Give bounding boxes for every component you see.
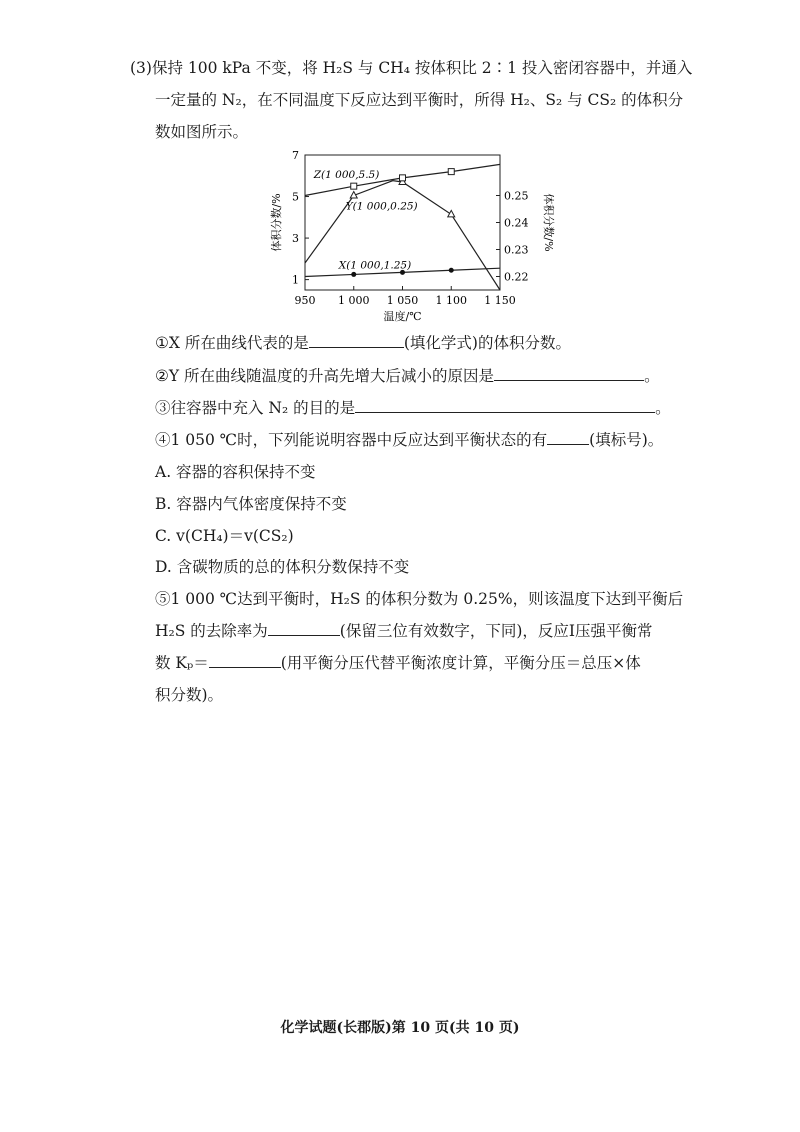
q5-kp-suffix: (用平衡分压代替平衡浓度计算，平衡分压＝总压×体 [280, 654, 641, 672]
y-right-axis-label: 体积分数/% [542, 193, 555, 252]
q4-prefix: ④1 050 ℃时，下列能说明容器中反应达到平衡状态的有 [155, 431, 548, 449]
y-right-tick-label: 0.24 [504, 216, 529, 230]
question-3 [155, 398, 671, 418]
q5-kp-blank[interactable] [209, 653, 281, 668]
y-left-tick-label: 5 [292, 190, 299, 204]
question-5-line-3 [155, 653, 641, 673]
q5-middle: (保留三位有效数字，下同)，反应Ⅰ压强平衡常 [339, 622, 653, 640]
y-left-tick-label: 7 [292, 150, 299, 162]
q4-answer-blank[interactable] [547, 430, 589, 445]
annotation-y: Y(1 000,0.25) [345, 200, 418, 213]
x-axis-label: 温度/℃ [383, 310, 422, 323]
q1-prefix: ①X 所在曲线代表的是 [155, 334, 309, 352]
annotation-x: X(1 000,1.25) [338, 259, 412, 272]
q3-answer-blank[interactable] [355, 398, 655, 413]
q5-kp-prefix: 数 Kₚ＝ [155, 654, 209, 672]
intro-line-2: 一定量的 N₂，在不同温度下反应达到平衡时，所得 H₂、S₂ 与 CS₂ 的体积分 [155, 91, 684, 109]
chart [0, 150, 800, 330]
q5-removal-rate-blank[interactable] [268, 621, 340, 636]
q1-suffix: (填化学式)的体积分数。 [403, 334, 571, 352]
q4-suffix: (填标号)。 [589, 431, 664, 449]
y-right-tick-label: 0.23 [504, 243, 529, 257]
q2-suffix: 。 [644, 367, 660, 385]
y-right-tick-label: 0.25 [504, 189, 529, 203]
page-footer: 化学试题(长郡版)第 10 页(共 10 页) [280, 1020, 520, 1036]
question-1 [155, 333, 571, 353]
option-a: A. 容器的容积保持不变 [155, 463, 316, 481]
question-5-line-1: ⑤1 000 ℃达到平衡时，H₂S 的体积分数为 0.25%，则该温度下达到平衡后 [155, 590, 684, 608]
q5-prefix: H₂S 的去除率为 [155, 622, 268, 640]
x-tick-label: 1 000 [338, 294, 370, 307]
x-tick-label: 1 150 [484, 294, 516, 307]
y-left-axis-label: 体积分数/% [270, 193, 283, 252]
question-5-line-4: 积分数)。 [155, 686, 224, 704]
series-marker-Z [400, 175, 406, 181]
intro-line-1: (3)保持 100 kPa 不变，将 H₂S 与 CH₄ 按体积比 2∶1 投入密闭容器中，并通入 [130, 59, 693, 77]
option-d: D. 含碳物质的总的体积分数保持不变 [155, 558, 410, 576]
series-marker-X [351, 272, 356, 277]
q1-answer-blank[interactable] [309, 333, 404, 348]
q2-answer-blank[interactable] [494, 366, 644, 381]
series-marker-Y [448, 210, 455, 217]
series-marker-Z [448, 169, 454, 175]
y-left-tick-label: 3 [292, 232, 299, 246]
series-marker-X [449, 268, 454, 273]
annotation-z: Z(1 000,5.5) [313, 169, 380, 182]
q2-prefix: ②Y 所在曲线随温度的升高先增大后减小的原因是 [155, 367, 495, 385]
question-2 [155, 366, 660, 386]
x-tick-label: 1 050 [386, 294, 419, 307]
question-5-line-2 [155, 621, 653, 641]
q3-prefix: ③往容器中充入 N₂ 的目的是 [155, 399, 356, 417]
x-tick-label: 1 100 [435, 294, 467, 307]
question-4 [155, 430, 663, 450]
option-b: B. 容器内气体密度保持不变 [155, 495, 347, 513]
series-marker-Z [351, 183, 357, 189]
x-tick-label: 950 [294, 294, 316, 307]
q3-suffix: 。 [655, 399, 671, 417]
option-c: C. v(CH₄)＝v(CS₂) [155, 527, 294, 545]
intro-line-3: 数如图所示。 [155, 123, 249, 141]
y-left-tick-label: 1 [292, 273, 299, 287]
y-right-tick-label: 0.22 [504, 270, 529, 284]
